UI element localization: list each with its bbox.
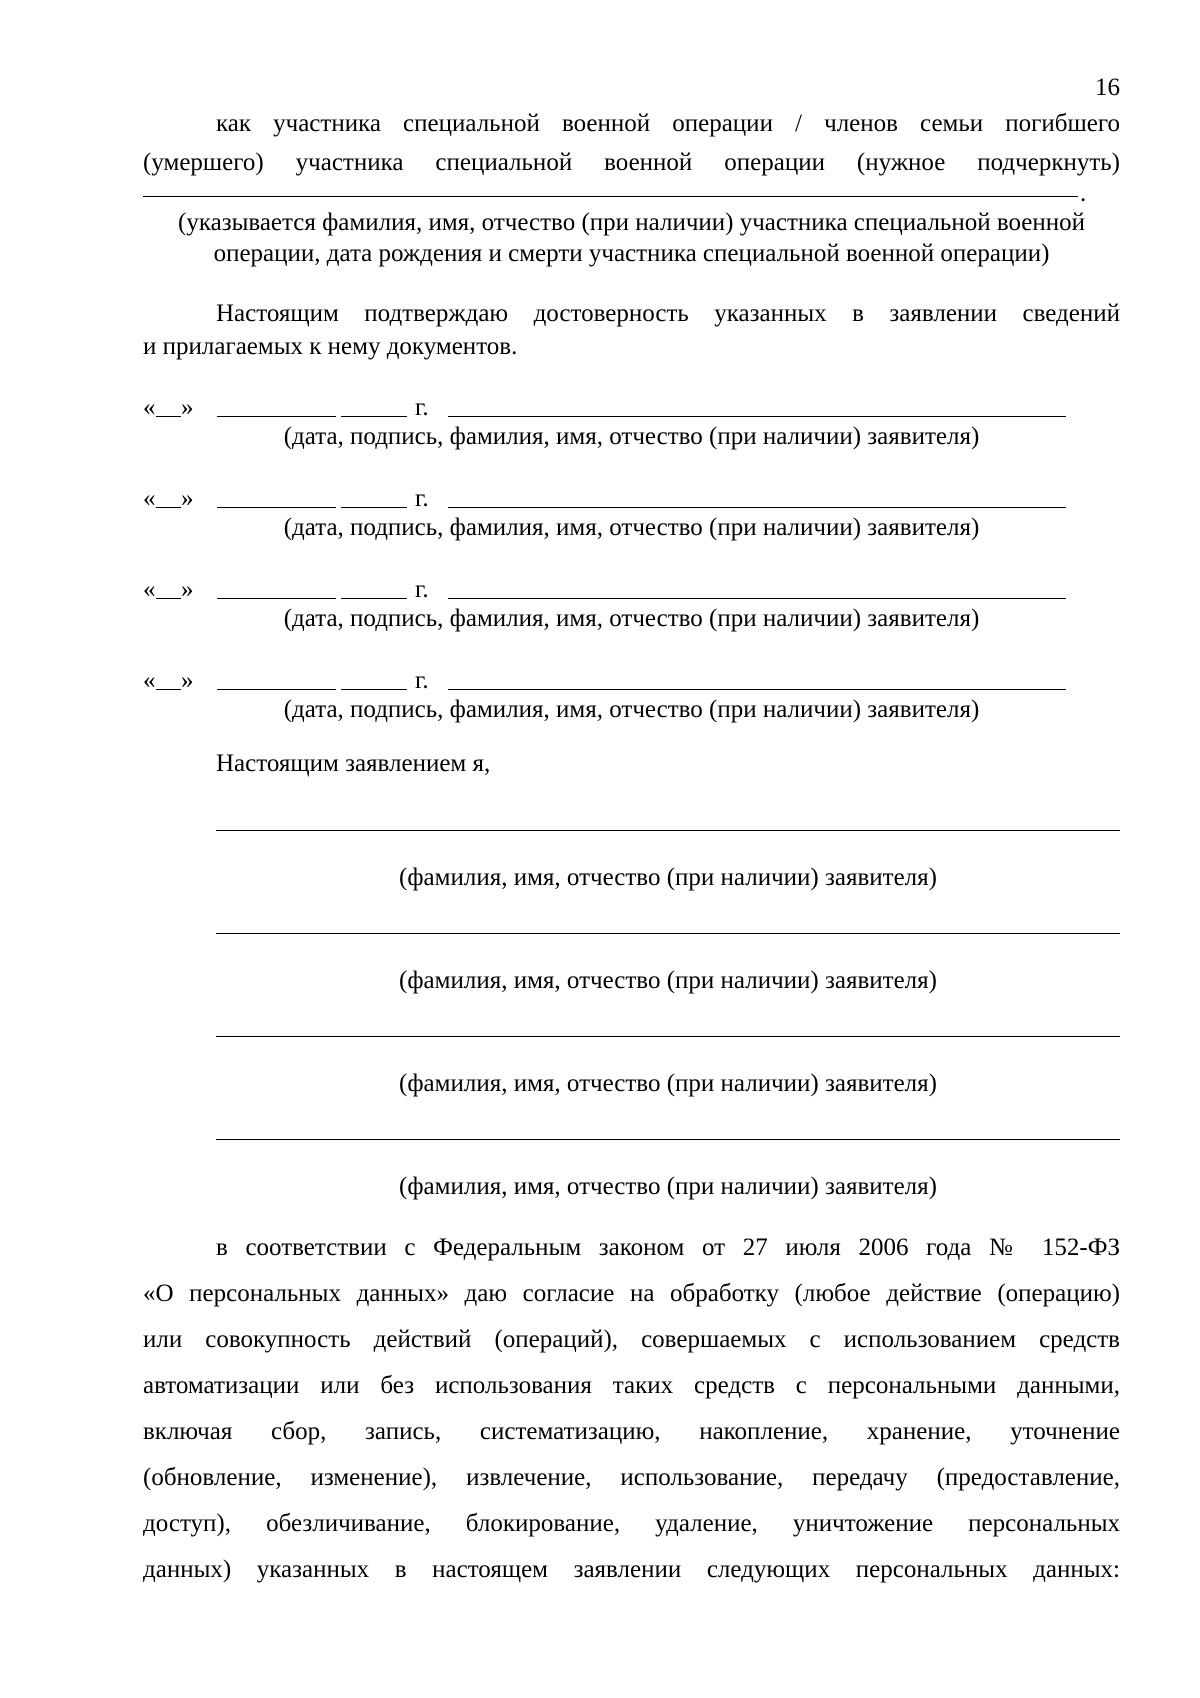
consent-intro: Настоящим заявлением я, — [216, 750, 491, 777]
consent-line: доступ), обезличивание, блокирование, удаление, уничтожение персональных — [143, 1510, 1120, 1537]
signature-field[interactable] — [448, 598, 1066, 599]
confirmation-line-2: и прилагаемых к нему документов. — [143, 333, 518, 360]
consent-line: или совокупность действий (операций), совершаемых с использованием средств — [143, 1326, 1120, 1353]
year-suffix: г. — [415, 394, 429, 421]
year-field[interactable] — [341, 416, 407, 417]
intro-line-1: как участника специальной военной операции / членов семьи погибшего — [216, 110, 1120, 137]
signature-caption: (дата, подпись, фамилия, имя, отчество (при наличии) заявителя) — [283, 423, 980, 450]
year-field[interactable] — [341, 598, 407, 599]
year-field[interactable] — [341, 689, 407, 690]
applicant-name-field[interactable] — [216, 1036, 1120, 1037]
quote-close: » — [181, 667, 194, 694]
consent-line: данных) указанных в настоящем заявлении следующих персональных данных: — [143, 1556, 1120, 1583]
day-field[interactable] — [156, 689, 181, 690]
signature-caption: (дата, подпись, фамилия, имя, отчество (при наличии) заявителя) — [283, 605, 980, 632]
participant-caption-line-2: операции, дата рождения и смерти участника специальной военной операции) — [213, 240, 1050, 267]
signature-field[interactable] — [448, 416, 1066, 417]
applicant-name-field[interactable] — [216, 933, 1120, 934]
signature-field[interactable] — [448, 689, 1066, 690]
applicant-name-field[interactable] — [216, 1139, 1120, 1140]
year-suffix: г. — [415, 667, 429, 694]
intro-line-2: (умершего) участника специальной военной операции (нужное подчеркнуть) — [143, 149, 1120, 176]
intro-line-3-end: . — [1080, 180, 1087, 207]
signature-caption: (дата, подпись, фамилия, имя, отчество (при наличии) заявителя) — [283, 696, 980, 723]
quote-open: « — [143, 576, 156, 603]
applicant-caption: (фамилия, имя, отчество (при наличии) заявителя) — [399, 1173, 937, 1200]
day-field[interactable] — [156, 507, 181, 508]
year-suffix: г. — [415, 576, 429, 603]
year-suffix: г. — [415, 485, 429, 512]
month-field[interactable] — [217, 598, 336, 599]
quote-open: « — [143, 667, 156, 694]
day-field[interactable] — [156, 598, 181, 599]
quote-open: « — [143, 485, 156, 512]
consent-line: включая сбор, запись, систематизацию, накопление, хранение, уточнение — [143, 1418, 1120, 1445]
consent-line: «О персональных данных» даю согласие на обработку (любое действие (операцию) — [143, 1280, 1120, 1307]
applicant-caption: (фамилия, имя, отчество (при наличии) заявителя) — [399, 967, 937, 994]
consent-line: (обновление, изменение), извлечение, использование, передачу (предоставление, — [143, 1464, 1120, 1491]
month-field[interactable] — [217, 507, 336, 508]
quote-close: » — [181, 394, 194, 421]
month-field[interactable] — [217, 689, 336, 690]
signature-caption: (дата, подпись, фамилия, имя, отчество (при наличии) заявителя) — [283, 514, 980, 541]
day-field[interactable] — [156, 416, 181, 417]
consent-line: автоматизации или без использования таких средств с персональными данными, — [143, 1372, 1120, 1399]
applicant-caption: (фамилия, имя, отчество (при наличии) заявителя) — [399, 1070, 937, 1097]
consent-line: в соответствии с Федеральным законом от 27 июля 2006 года № 152-ФЗ — [216, 1234, 1120, 1261]
participant-caption-line-1: (указывается фамилия, имя, отчество (при наличии) участника специальной военной — [178, 209, 1085, 236]
applicant-caption: (фамилия, имя, отчество (при наличии) заявителя) — [399, 864, 937, 891]
confirmation-line-1: Настоящим подтверждаю достоверность указанных в заявлении сведений — [216, 300, 1120, 327]
year-field[interactable] — [341, 507, 407, 508]
page-number: 16 — [1095, 74, 1120, 101]
applicant-name-field[interactable] — [216, 830, 1120, 831]
month-field[interactable] — [217, 416, 336, 417]
signature-field[interactable] — [448, 507, 1066, 508]
quote-open: « — [143, 394, 156, 421]
quote-close: » — [181, 485, 194, 512]
quote-close: » — [181, 576, 194, 603]
participant-name-field[interactable] — [143, 196, 1078, 197]
